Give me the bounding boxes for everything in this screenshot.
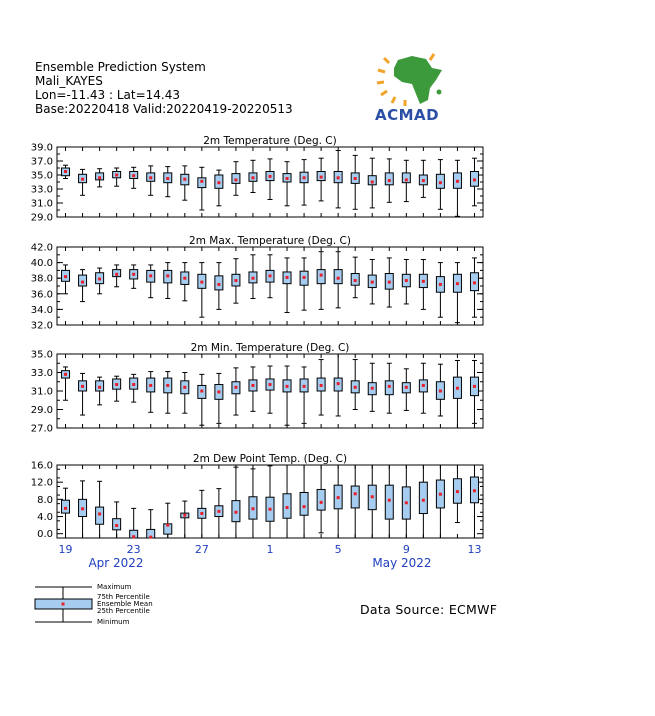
data-source-label: Data Source: ECMWF [360, 602, 498, 617]
mean-marker [149, 384, 152, 387]
iqr-box [385, 485, 393, 519]
mean-marker [132, 383, 135, 386]
y-tick-label: 35.0 [30, 170, 53, 182]
mean-marker [303, 505, 306, 508]
mean-marker [115, 524, 118, 527]
mean-marker [183, 514, 186, 517]
month-label: May 2022 [372, 556, 432, 570]
mean-marker [81, 507, 84, 510]
y-tick-label: 33.0 [30, 184, 53, 196]
mean-marker [166, 524, 169, 527]
y-tick-label: 31.0 [30, 386, 53, 398]
mean-marker [81, 178, 84, 181]
y-tick-label: 4.0 [37, 512, 53, 524]
mean-marker [64, 373, 67, 376]
mean-marker [217, 390, 220, 393]
mean-marker [217, 510, 220, 513]
y-tick-label: 34.0 [30, 304, 53, 316]
mean-marker [371, 387, 374, 390]
mean-marker [405, 178, 408, 181]
mean-marker [166, 384, 169, 387]
mean-marker [286, 276, 289, 279]
iqr-box [351, 486, 359, 508]
iqr-box [300, 492, 308, 515]
mean-marker [337, 382, 340, 385]
mean-marker [439, 390, 442, 393]
mean-marker [456, 282, 459, 285]
mean-marker [200, 281, 203, 284]
mean-marker [64, 275, 67, 278]
iqr-box [96, 507, 104, 524]
x-tick-label: 27 [194, 543, 209, 556]
legend-mean-marker [62, 603, 65, 606]
mean-marker [473, 385, 476, 388]
mean-marker [98, 176, 101, 179]
x-tick-label: 23 [126, 543, 141, 556]
y-tick-label: 31.0 [30, 198, 53, 210]
y-tick-label: 38.0 [30, 273, 53, 285]
mean-marker [337, 176, 340, 179]
mean-marker [354, 279, 357, 282]
x-tick-label: 5 [334, 543, 342, 556]
x-tick-label: 19 [58, 543, 73, 556]
mean-marker [149, 274, 152, 277]
y-tick-label: 32.0 [30, 320, 53, 332]
mean-marker [405, 386, 408, 389]
mean-marker [337, 277, 340, 280]
mean-marker [388, 281, 391, 284]
y-tick-label: 40.0 [30, 258, 53, 270]
mean-marker [200, 390, 203, 393]
mean-marker [269, 508, 272, 511]
legend-label-p25: 25th Percentile [97, 607, 150, 615]
y-tick-label: 16.0 [30, 460, 53, 472]
mean-marker [251, 277, 254, 280]
mean-marker [217, 181, 220, 184]
y-tick-label: 35.0 [30, 349, 53, 361]
mean-marker [439, 493, 442, 496]
mean-marker [354, 177, 357, 180]
mean-marker [354, 386, 357, 389]
y-tick-label: 39.0 [30, 142, 53, 154]
legend [35, 587, 92, 622]
header-line-2: Mali_KAYES [35, 74, 103, 88]
mean-marker [371, 281, 374, 284]
mean-marker [320, 501, 323, 504]
mean-marker [422, 384, 425, 387]
iqr-box [79, 275, 87, 286]
y-tick-label: 0.0 [37, 529, 53, 541]
mean-marker [320, 384, 323, 387]
mean-marker [115, 383, 118, 386]
mean-marker [98, 386, 101, 389]
mean-marker [320, 176, 323, 179]
mean-marker [251, 384, 254, 387]
iqr-box [283, 494, 291, 518]
iqr-box [317, 270, 325, 284]
mean-marker [337, 496, 340, 499]
panel-title: 2m Max. Temperature (Deg. C) [189, 235, 351, 247]
y-tick-label: 36.0 [30, 289, 53, 301]
mean-marker [64, 170, 67, 173]
mean-marker [422, 280, 425, 283]
mean-marker [98, 277, 101, 280]
panel-1 [57, 147, 483, 217]
mean-marker [371, 495, 374, 498]
mean-marker [251, 507, 254, 510]
mean-marker [286, 177, 289, 180]
mean-marker [456, 490, 459, 493]
month-label: Apr 2022 [88, 556, 144, 570]
y-tick-label: 33.0 [30, 368, 53, 379]
mean-marker [234, 511, 237, 514]
logo-text: ACMAD [375, 106, 440, 124]
iqr-box [317, 489, 325, 510]
panel-title: 2m Min. Temperature (Deg. C) [190, 342, 350, 354]
y-tick-label: 8.0 [37, 494, 53, 506]
mean-marker [422, 499, 425, 502]
mean-marker [473, 178, 476, 181]
iqr-box [385, 173, 393, 185]
y-tick-label: 27.0 [30, 423, 53, 435]
panel-title: 2m Temperature (Deg. C) [203, 135, 337, 147]
mean-marker [388, 385, 391, 388]
mean-marker [269, 274, 272, 277]
y-tick-label: 29.0 [30, 405, 53, 416]
panel-3 [57, 354, 483, 428]
mean-marker [64, 507, 67, 510]
mean-marker [166, 274, 169, 277]
y-tick-label: 12.0 [30, 477, 53, 489]
mean-marker [405, 501, 408, 504]
mean-marker [371, 181, 374, 184]
mean-marker [303, 176, 306, 179]
mean-marker [132, 273, 135, 276]
x-tick-label: 13 [467, 543, 482, 556]
mean-marker [234, 178, 237, 181]
y-tick-label: 37.0 [30, 156, 53, 168]
mean-marker [456, 387, 459, 390]
legend-label-minimum: Minimum [97, 618, 130, 626]
iqr-box [62, 500, 70, 513]
mean-marker [251, 176, 254, 179]
mean-marker [286, 385, 289, 388]
mean-marker [183, 277, 186, 280]
mean-marker [149, 536, 152, 539]
mean-marker [217, 283, 220, 286]
mean-marker [320, 274, 323, 277]
mean-marker [183, 178, 186, 181]
mean-marker [132, 174, 135, 177]
legend-label-mean: Ensemble Mean [97, 600, 153, 608]
legend-label-maximum: Maximum [97, 583, 132, 591]
mean-marker [132, 535, 135, 538]
mean-marker [269, 175, 272, 178]
header-line-3: Lon=-11.43 : Lat=14.43 [35, 88, 180, 102]
panel-4 [57, 465, 483, 539]
mean-marker [405, 279, 408, 282]
mean-marker [473, 281, 476, 284]
mean-marker [269, 383, 272, 386]
legend-label-p75: 75th Percentile [97, 593, 150, 601]
mean-marker [81, 281, 84, 284]
mean-marker [303, 385, 306, 388]
mean-marker [149, 176, 152, 179]
mean-marker [115, 273, 118, 276]
mean-marker [200, 512, 203, 515]
mean-marker [439, 283, 442, 286]
mean-marker [303, 276, 306, 279]
mean-marker [422, 179, 425, 182]
mean-marker [166, 177, 169, 180]
mean-marker [456, 180, 459, 183]
y-tick-label: 42.0 [30, 242, 53, 254]
mean-marker [200, 180, 203, 183]
mean-marker [98, 512, 101, 515]
mean-marker [234, 386, 237, 389]
mean-marker [183, 386, 186, 389]
x-tick-label: 9 [402, 543, 410, 556]
mean-marker [354, 492, 357, 495]
mean-marker [388, 179, 391, 182]
header-line-4: Base:20220418 Valid:20220419-20220513 [35, 102, 293, 116]
mean-marker [473, 489, 476, 492]
iqr-box [215, 276, 223, 290]
y-tick-label: 29.0 [30, 212, 53, 224]
header-line-1: Ensemble Prediction System [35, 60, 206, 74]
mean-marker [439, 181, 442, 184]
panel-2 [57, 247, 483, 325]
iqr-box [334, 270, 342, 284]
iqr-box [419, 482, 427, 513]
mean-marker [234, 279, 237, 282]
x-tick-label: 1 [266, 543, 274, 556]
mean-marker [388, 499, 391, 502]
mean-marker [81, 385, 84, 388]
mean-marker [115, 174, 118, 177]
panel-title: 2m Dew Point Temp. (Deg. C) [192, 453, 348, 465]
mean-marker [286, 506, 289, 509]
